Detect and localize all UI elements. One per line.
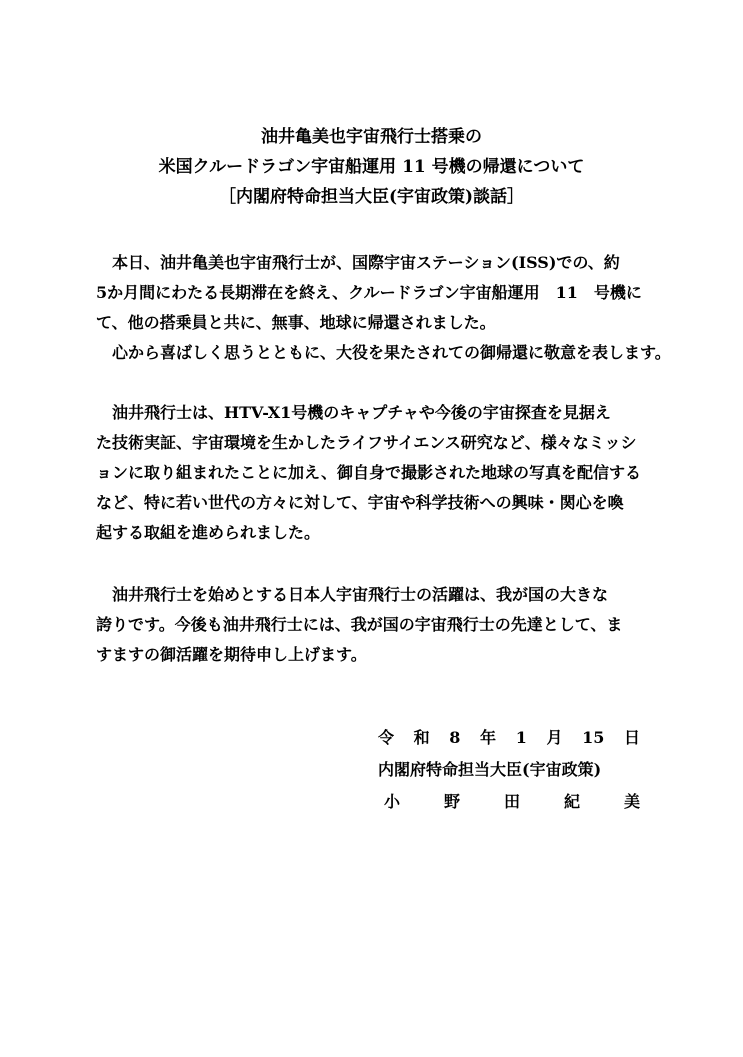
date-char: 15 (582, 728, 605, 747)
paragraph-line: 5か月間にわたる長期滞在を終え、クルードラゴン宇宙船運用 11 号機に (96, 283, 642, 302)
date-char: 令 (378, 728, 395, 747)
paragraph-line: 油井飛行士は、HTV-X1号機のキャプチャや今後の宇宙探査を見据え (112, 403, 611, 422)
paragraph-3 (96, 398, 656, 548)
paragraph-line: た技術実証、宇宙環境を生かしたライフサイエンス研究など、様々なミッシ (96, 433, 637, 452)
paragraph-2-line: 心から喜ばしく思うとともに、大役を果たされての御帰還に敬意を表します。 (112, 343, 671, 362)
date-char: 和 (413, 728, 430, 747)
name-char: 野 (443, 792, 460, 811)
name-char: 美 (623, 792, 640, 811)
paragraph-line: 油井飛行士を始めとする日本人宇宙飛行士の活躍は、我が国の大きな (112, 585, 609, 604)
signature-name (378, 786, 640, 818)
paragraph-line: 誇りです。今後も油井飛行士には、我が国の宇宙飛行士の先達として、ま (96, 615, 623, 634)
title-line-3: ［内閣府特命担当大臣(宇宙政策)談話］ (218, 187, 525, 207)
signature-date (378, 722, 640, 754)
paragraph-line: 本日、油井亀美也宇宙飛行士が、国際宇宙ステーション(ISS)での、約 (112, 253, 620, 272)
date-char: 1 (515, 728, 527, 747)
paragraph-1 (96, 248, 671, 368)
paragraph-line: すますの御活躍を期待申し上げます。 (96, 645, 367, 664)
paragraph-4 (96, 580, 656, 670)
date-char: 年 (480, 728, 497, 747)
paragraph-line: ョンに取り組まれたことに加え、御自身で撮影された地球の写真を配信する (96, 463, 641, 482)
signature-office: 内閣府特命担当大臣(宇宙政策) (378, 760, 602, 779)
signature-block (378, 722, 640, 818)
date-char: 日 (623, 728, 640, 747)
name-char: 小 (384, 792, 401, 811)
paragraph-line: て、他の搭乗員と共に、無事、地球に帰還されました。 (96, 313, 496, 332)
title-line-2: 米国クルードラゴン宇宙船運用 11 号機の帰還について (158, 157, 585, 177)
date-char: 月 (546, 728, 563, 747)
paragraph-line: など、特に若い世代の方々に対して、宇宙や科学技術への興味・関心を喚 (96, 493, 624, 512)
document-title (0, 122, 743, 212)
paragraph-line: 起する取組を進められました。 (96, 523, 321, 542)
title-line-1: 油井亀美也宇宙飛行士搭乗の (261, 127, 482, 147)
name-char: 田 (503, 792, 520, 811)
name-char: 紀 (563, 792, 580, 811)
date-char: 8 (449, 728, 461, 747)
